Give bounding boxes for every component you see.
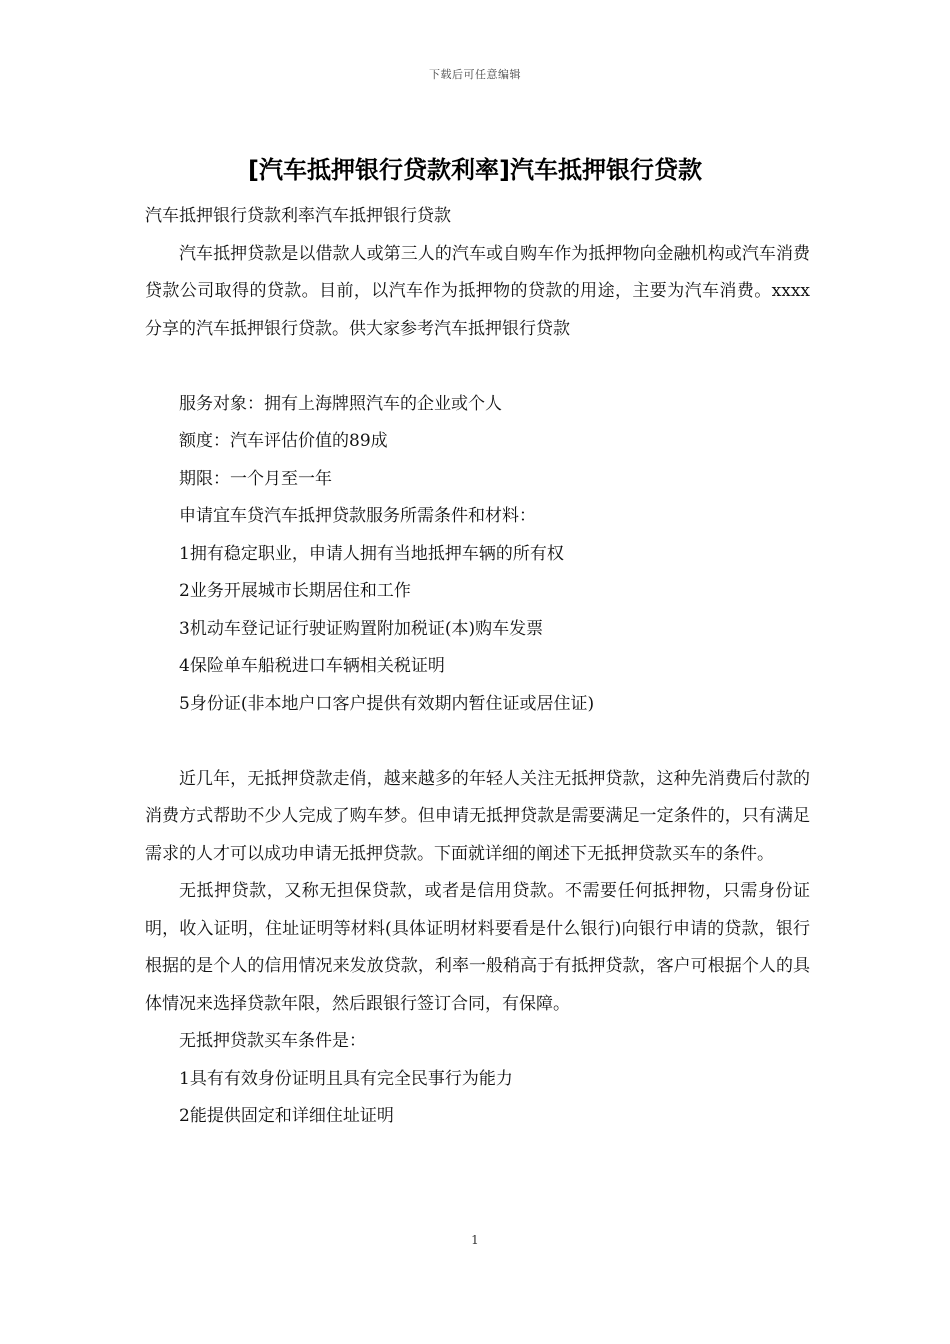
requirement-item: 5身份证(非本地户口客户提供有效期内暂住证或居住证)	[179, 693, 595, 714]
service-target-item: 服务对象：拥有上海牌照汽车的企业或个人	[179, 393, 502, 414]
requirements-heading: 申请宜车贷汽车抵押贷款服务所需条件和材料：	[179, 506, 536, 526]
page-number: 1	[471, 1233, 479, 1247]
requirement-item: 4保险单车船税进口车辆相关税证明	[179, 656, 445, 676]
document-body	[145, 198, 810, 1136]
unsecured-loan-definition-paragraph: 无抵押贷款，又称无担保贷款，或者是信用贷款。不需要任何抵押物，只需身份证明，收入证明，住址证明等材料(具体证明材料要看是什么银行)向银行申请的贷款，银行根据的是个人的信用情况来发放贷款，利率一般稍高于有抵押贷款，客户可根据个人的具体情况来选择贷款年限，然后跟银行签订合同，有保障。	[145, 881, 810, 1014]
intro-paragraph: 汽车抵押贷款是以借款人或第三人的汽车或自购车作为抵押物向金融机构或汽车消费贷款公司取得的贷款。目前，以汽车作为抵押物的贷款的用途，主要为汽车消费。xxxx分享的汽车抵押银行贷款。供大家参考汽车抵押银行贷款	[145, 243, 810, 339]
condition-item: 2能提供固定和详细住址证明	[179, 1106, 394, 1126]
spacer	[145, 348, 810, 386]
subtitle-line: 汽车抵押银行贷款利率汽车抵押银行贷款	[145, 206, 451, 226]
requirement-item: 1拥有稳定职业，申请人拥有当地抵押车辆的所有权	[179, 543, 564, 564]
requirement-item: 3机动车登记证行驶证购置附加税证(本)购车发票	[179, 618, 544, 639]
requirement-item: 2业务开展城市长期居住和工作	[179, 581, 411, 601]
unsecured-loan-paragraph: 近几年，无抵押贷款走俏，越来越多的年轻人关注无抵押贷款，这种先消费后付款的消费方式帮助不少人完成了购车梦。但申请无抵押贷款是需要满足一定条件的，只有满足需求的人才可以成功申请无抵押贷款。下面就详细的阐述下无抵押贷款买车的条件。	[145, 768, 810, 864]
term-item: 期限：一个月至一年	[179, 468, 332, 489]
condition-item: 1具有有效身份证明且具有完全民事行为能力	[179, 1068, 513, 1089]
spacer	[145, 723, 810, 761]
conditions-heading: 无抵押贷款买车条件是：	[179, 1031, 366, 1051]
header-note: 下载后可任意编辑	[429, 68, 521, 81]
document-title: [汽车抵押银行贷款利率]汽车抵押银行贷款	[248, 156, 702, 184]
amount-item: 额度：汽车评估价值的89成	[179, 431, 388, 451]
